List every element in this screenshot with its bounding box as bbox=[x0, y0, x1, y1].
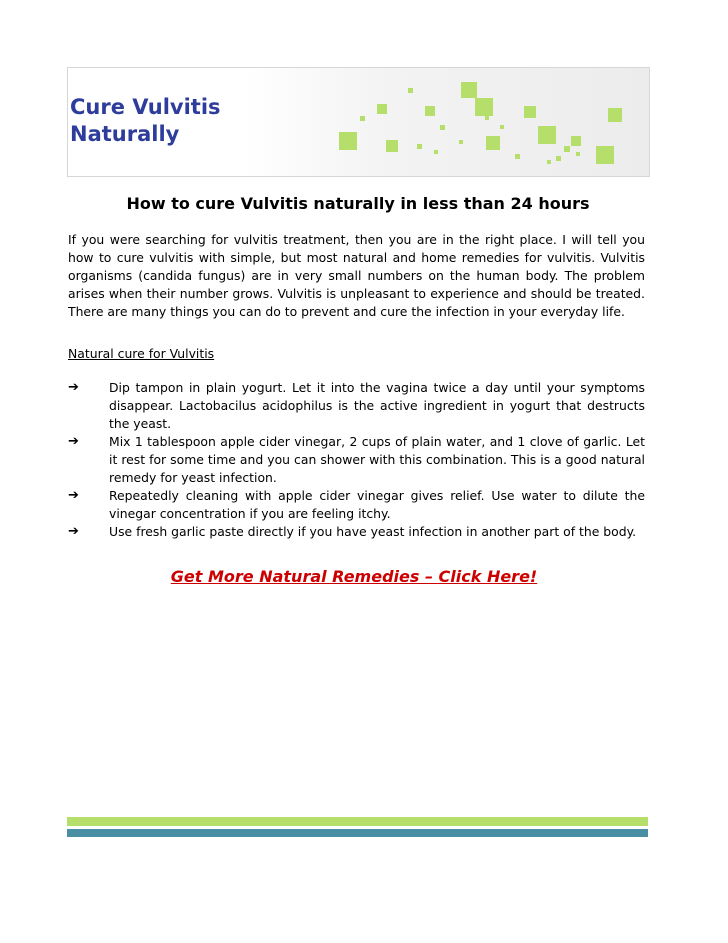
footer-green-bar bbox=[67, 817, 648, 826]
right-arrow-icon: ➔ bbox=[68, 380, 79, 395]
site-title-line-1: Cure Vulvitis bbox=[70, 95, 221, 119]
footer-blue-bar bbox=[67, 829, 648, 837]
site-title-line-2: Naturally bbox=[70, 122, 180, 146]
intro-paragraph: If you were searching for vulvitis treatment, then you are in the right place. I will tell you how to cure vulvitis with simple, but most natural and home remedies for vulvitis. Vulvitis organisms (candida fungus) are in very small numbers on the human body. The problem arises when their number grows. Vulvitis is unpleasant to experience and should be treated. There are many things you can do to prevent and cure the infection in your everyday life. bbox=[68, 232, 645, 319]
list-item bbox=[68, 433, 645, 487]
header-banner bbox=[67, 67, 650, 177]
list-item bbox=[68, 523, 645, 541]
remedy-text: Repeatedly cleaning with apple cider vinegar gives relief. Use water to dilute the vinegar concentration if you are feeling itchy. bbox=[109, 488, 645, 521]
list-item bbox=[68, 487, 645, 523]
more-remedies-link[interactable]: Get More Natural Remedies – Click Here! bbox=[170, 567, 538, 586]
right-arrow-icon: ➔ bbox=[68, 434, 79, 449]
remedy-text: Dip tampon in plain yogurt. Let it into the vagina twice a day until your symptoms disappear. Lactobacilus acidophilus is the active ingredient in yogurt that destructs the yeast. bbox=[109, 380, 645, 431]
remedy-text: Mix 1 tablespoon apple cider vinegar, 2 cups of plain water, and 1 clove of garlic. Let it rest for some time and you can shower with this combination. This is a good natural remedy for yeast infection. bbox=[109, 434, 645, 485]
remedy-text: Use fresh garlic paste directly if you have yeast infection in another part of the body. bbox=[109, 524, 637, 539]
list-item bbox=[68, 379, 645, 433]
right-arrow-icon: ➔ bbox=[68, 524, 79, 539]
right-arrow-icon: ➔ bbox=[68, 488, 79, 503]
page-headline: How to cure Vulvitis naturally in less than 24 hours bbox=[126, 194, 590, 213]
site-title bbox=[70, 94, 221, 148]
remedies-subheading: Natural cure for Vulvitis bbox=[68, 346, 215, 361]
remedies-list bbox=[68, 379, 645, 541]
